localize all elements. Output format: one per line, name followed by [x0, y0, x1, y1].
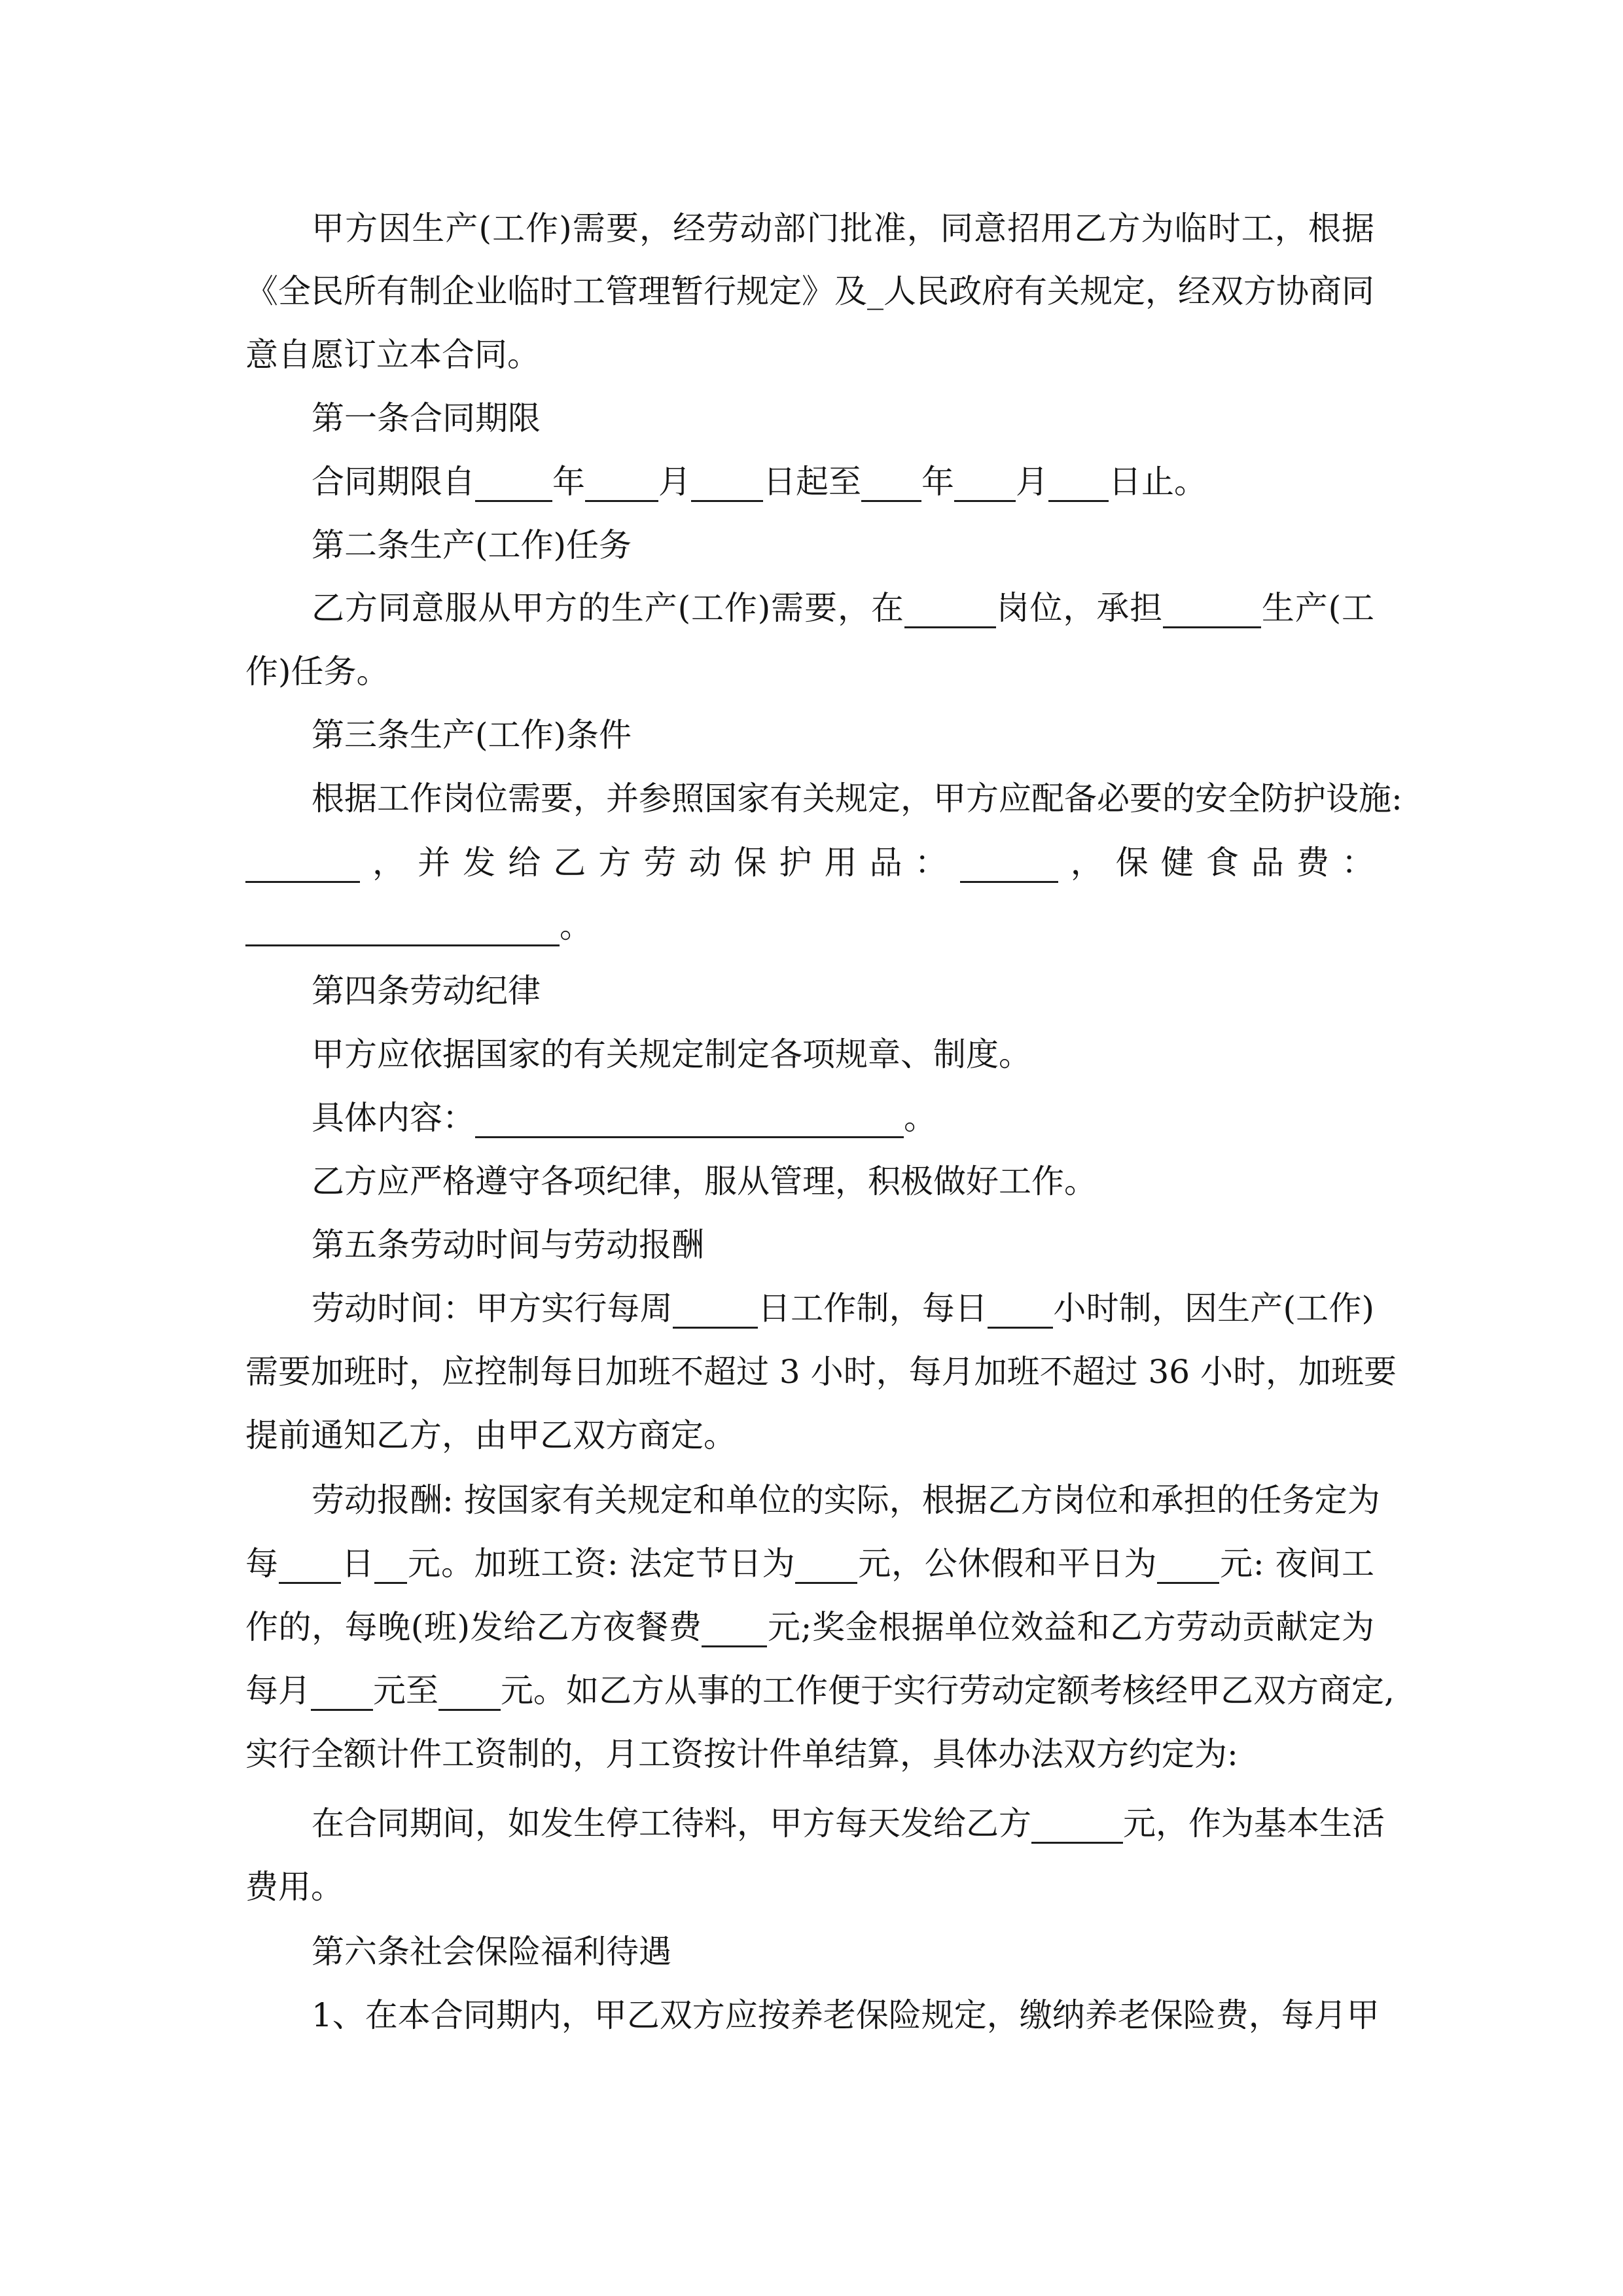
daily-rate-blank [279, 1544, 341, 1584]
pay-text-3: 元。加班工资: 法定节日为 [407, 1545, 796, 1583]
hours-text-3: 小时制，因生产(工作) [1053, 1289, 1375, 1327]
article-6-heading: 第六条社会保险福利待遇 [312, 1933, 671, 1971]
pay-text-10: 元。如乙方从事的工作便于实行劳动定额考核经甲乙双方商定, [501, 1672, 1395, 1710]
stoppage-text-1: 在合同期间，如发生停工待料，甲方每天发给乙方 [312, 1804, 1031, 1842]
insurance-line-1: 1、在本合同期内，甲乙双方应按养老保险规定，缴纳养老保险费，每月甲 [312, 1996, 1380, 2034]
para-1-line-2: 《全民所有制企业临时工管理暂行规定》及_人民政府有关规定，经双方协商同 [245, 272, 1374, 310]
pay-text-9: 元至 [373, 1672, 438, 1710]
start-day-blank [691, 462, 763, 502]
pay-line-3 [245, 1596, 1374, 1659]
duty-line-1 [312, 577, 1374, 640]
end-day-blank [1048, 462, 1109, 502]
holiday-pay-blank [795, 1544, 857, 1584]
post-blank [904, 588, 996, 628]
discipline-line-1: 甲方应依据国家的有关规定制定各项规章、制度。 [312, 1035, 1031, 1073]
conditions-text-2: ，保健食品费： [1058, 844, 1375, 882]
article-3-heading: 第三条生产(工作)条件 [312, 716, 632, 754]
contract-term-line [312, 450, 1207, 514]
article-4-heading: 第四条劳动纪律 [312, 972, 541, 1010]
pay-text-5: 元: 夜间工 [1219, 1545, 1375, 1583]
article-1-heading: 第一条合同期限 [312, 399, 541, 437]
term-text-6: 月 [1016, 463, 1048, 501]
safety-facility-blank [245, 843, 360, 883]
conditions-line-1: 根据工作岗位需要，并参照国家有关规定，甲方应配备必要的安全防护设施: [312, 780, 1402, 817]
bonus-max-blank [438, 1671, 501, 1711]
end-year-blank [861, 462, 921, 502]
term-text-1: 合同期限自 [312, 463, 475, 501]
term-text-4: 日起至 [763, 463, 861, 501]
hours-line-3: 提前通知乙方，由甲乙双方商定。 [245, 1416, 736, 1454]
protective-supplies-blank [960, 843, 1058, 883]
duty-line-2: 作)任务。 [245, 653, 389, 691]
bonus-min-blank [311, 1671, 373, 1711]
content-end: 。 [904, 1099, 936, 1137]
pay-text-8: 每月 [245, 1672, 311, 1710]
task-blank [1163, 588, 1261, 628]
pay-line-4 [245, 1659, 1395, 1723]
hours-line-2: 需要加班时，应控制每日加班不超过 3 小时，每月加班不超过 36 小时，加班要 [245, 1353, 1397, 1391]
hours-text-2: 日工作制，每日 [757, 1289, 988, 1327]
hours-text-1: 劳动时间：甲方实行每周 [312, 1289, 673, 1327]
article-5-heading: 第五条劳动时间与劳动报酬 [312, 1226, 704, 1264]
pay-text-4: 元，公休假和平日为 [857, 1545, 1158, 1583]
pay-line-1: 劳动报酬: 按国家有关规定和单位的实际，根据乙方岗位和承担的任务定为 [312, 1481, 1380, 1519]
stoppage-line-1 [312, 1792, 1385, 1856]
pay-line-5: 实行全额计件工资制的，月工资按计件单结算，具体办法双方约定为: [245, 1735, 1238, 1773]
article-2-heading: 第二条生产(工作)任务 [312, 526, 632, 564]
start-year-blank [475, 462, 552, 502]
stoppage-allowance-blank [1031, 1804, 1123, 1844]
hours-per-day-blank [988, 1289, 1053, 1329]
term-text-5: 年 [921, 463, 954, 501]
discipline-content-line [312, 1086, 936, 1150]
term-text-3: 月 [658, 463, 691, 501]
duty-text-2: 岗位，承担 [995, 589, 1163, 627]
conditions-text-3: 。 [560, 907, 592, 945]
discipline-line-3: 乙方应严格遵守各项纪律，服从管理，积极做好工作。 [312, 1162, 1097, 1200]
stoppage-line-2: 费用。 [245, 1868, 344, 1906]
days-per-week-blank [673, 1289, 758, 1329]
stoppage-text-2: 元，作为基本生活 [1123, 1804, 1385, 1842]
daily-amount-blank [374, 1544, 407, 1584]
term-text-2: 年 [552, 463, 585, 501]
night-meal-fee-blank [702, 1607, 767, 1647]
pay-text-1: 每 [245, 1545, 279, 1583]
para-1-line-1: 甲方因生产(工作)需要，经劳动部门批准，同意招用乙方为临时工，根据 [312, 209, 1374, 247]
duty-text-1: 乙方同意服从甲方的生产(工作)需要，在 [312, 589, 904, 627]
duty-text-3: 生产(工 [1260, 589, 1375, 627]
conditions-line-2 [245, 831, 1374, 895]
start-month-blank [585, 462, 658, 502]
pay-text-2: 日 [340, 1545, 375, 1583]
pay-text-7: 元;奖金根据单位效益和乙方劳动贡献定为 [767, 1608, 1374, 1646]
pay-text-6: 作的，每晚(班)发给乙方夜餐费 [245, 1608, 702, 1646]
weekend-pay-blank [1157, 1544, 1219, 1584]
discipline-content-blank [475, 1098, 904, 1138]
health-food-fee-blank [245, 906, 560, 946]
hours-line-1 [312, 1277, 1374, 1340]
end-month-blank [954, 462, 1016, 502]
pay-line-2 [245, 1532, 1374, 1596]
term-text-7: 日止。 [1109, 463, 1207, 501]
conditions-text-1: ，并发给乙方劳动保护用品： [360, 844, 960, 882]
para-1-line-3: 意自愿订立本合同。 [245, 336, 540, 374]
content-label: 具体内容： [312, 1099, 475, 1137]
conditions-line-3 [245, 895, 592, 958]
